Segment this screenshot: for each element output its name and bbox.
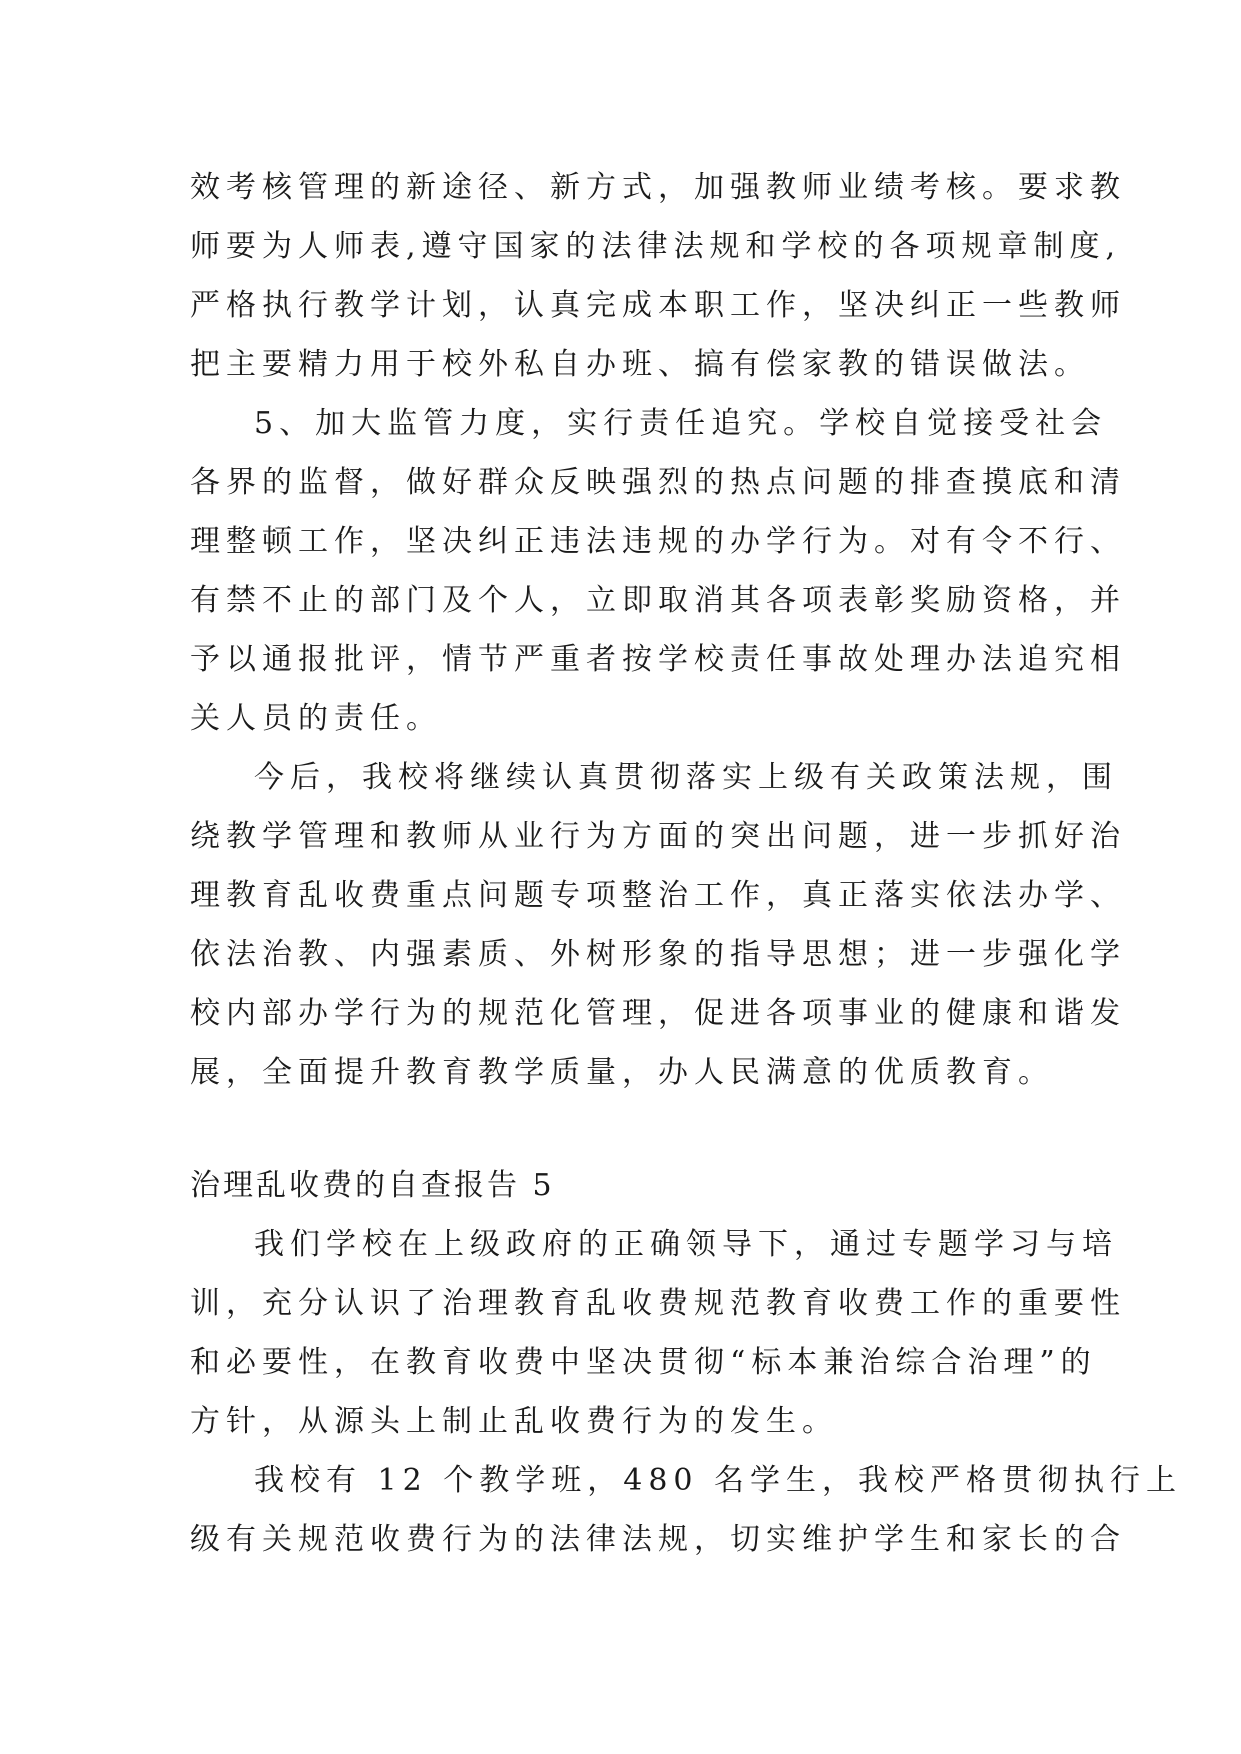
text-line: 依法治教、内强素质、外树形象的指导思想；进一步强化学 — [190, 937, 1126, 972]
document-body — [190, 158, 1183, 1569]
text-line: 严格执行教学计划，认真完成本职工作，坚决纠正一些教师 — [190, 288, 1126, 323]
text-line: 今后，我校将继续认真贯彻落实上级有关政策法规，围 — [254, 760, 1118, 795]
paragraph-future-plans — [190, 748, 1126, 1102]
text-line: 方针，从源头上制止乱收费行为的发生。 — [190, 1404, 838, 1439]
text-line: 理整顿工作，坚决纠正违法违规的办学行为。对有令不行、 — [190, 524, 1126, 559]
text-line: 师要为人师表,遵守国家的法律法规和学校的各项规章制度, — [190, 229, 1122, 264]
text-line: 把主要精力用于校外私自办班、搞有偿家教的错误做法。 — [190, 347, 1090, 382]
paragraph-teacher-assessment — [190, 158, 1126, 394]
section-gap — [190, 1102, 1050, 1156]
text-line: 校内部办学行为的规范化管理，促进各项事业的健康和谐发 — [190, 996, 1126, 1031]
text-line: 我校有 12 个教学班，480 名学生，我校严格贯彻执行上 — [254, 1463, 1183, 1498]
text-line: 展，全面提升教育教学质量，办人民满意的优质教育。 — [190, 1055, 1054, 1090]
text-line: 我们学校在上级政府的正确领导下，通过专题学习与培 — [254, 1227, 1118, 1262]
text-line: 予以通报批评，情节严重者按学校责任事故处理办法追究相 — [190, 642, 1126, 677]
text-line: 训，充分认识了治理教育乱收费规范教育收费工作的重要性 — [190, 1286, 1126, 1321]
paragraph-supervision — [190, 394, 1126, 748]
text-line: 5、加大监管力度，实行责任追究。学校自觉接受社会 — [254, 406, 1108, 441]
text-line: 和必要性，在教育收费中坚决贯彻“标本兼治综合治理”的 — [190, 1345, 1097, 1380]
text-line: 理教育乱收费重点问题专项整治工作，真正落实依法办学、 — [190, 878, 1126, 913]
text-line: 关人员的责任。 — [190, 701, 442, 736]
text-line: 有禁不止的部门及个人，立即取消其各项表彰奖励资格，并 — [190, 583, 1126, 618]
text-line: 效考核管理的新途径、新方式，加强教师业绩考核。要求教 — [190, 170, 1126, 205]
section-title: 治理乱收费的自查报告 5 — [190, 1168, 555, 1203]
text-line: 绕教学管理和教师从业行为方面的突出问题，进一步抓好治 — [190, 819, 1126, 854]
text-line: 级有关规范收费行为的法律法规，切实维护学生和家长的合 — [190, 1522, 1126, 1557]
text-line: 各界的监督，做好群众反映强烈的热点问题的排查摸底和清 — [190, 465, 1126, 500]
paragraph-school-stats — [190, 1451, 1183, 1569]
paragraph-introduction — [190, 1215, 1126, 1451]
